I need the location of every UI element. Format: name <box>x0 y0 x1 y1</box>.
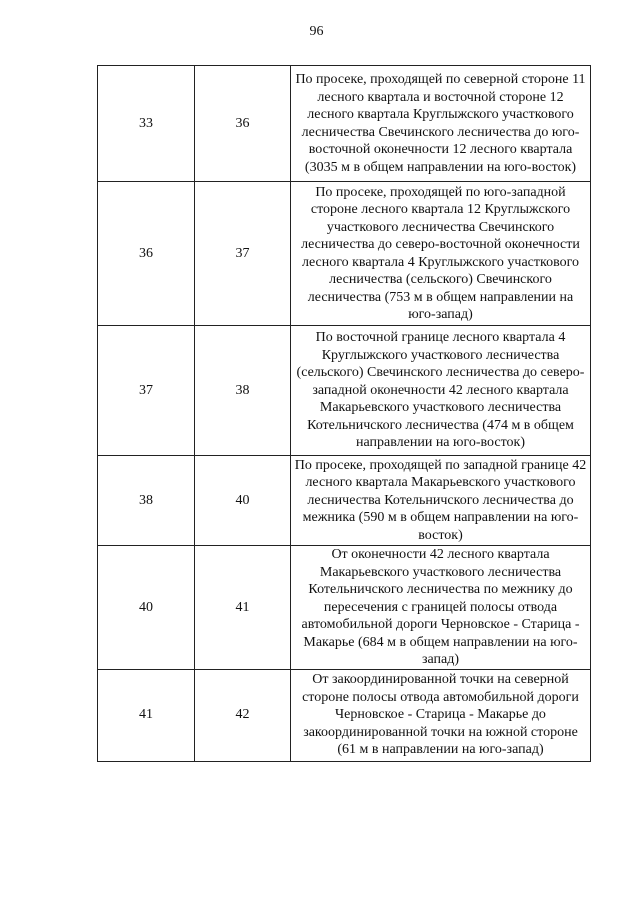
boundary-description-text: От оконечности 42 лесного квартала Макарьевского участкового лесничества Котельничского лесничества по межнику до пересечения с границей полосы отвода автомобильной дороги Черновское - Старица - Макарье (684 м в общем направлении на юго-запад) <box>301 547 580 667</box>
boundary-description-cell <box>291 326 591 456</box>
boundary-description-text: От закоординированной точки на северной стороне полосы отвода автомобильной дороги Черновское - Старица - Макарье до закоординированной точки на южной стороне (61 м в направлении на юго-запад) <box>302 672 579 758</box>
boundary-description-cell <box>291 669 591 761</box>
boundary-description-text: По восточной границе лесного квартала 4 Круглыжского участкового лесничества (сельского) Свечинского лесничества до северо-западной оконечности 42 лесного квартала Макарьевского участкового лесничества Котельничского лесничества (474 м в общем направлении на юго-восток) <box>296 330 585 451</box>
from-point-cell: 36 <box>98 182 195 326</box>
page-number: 96 <box>309 24 324 39</box>
table-row <box>98 66 591 182</box>
to-point-cell: 42 <box>195 669 291 761</box>
table-row <box>98 182 591 326</box>
from-point-cell: 40 <box>98 546 195 670</box>
from-point-cell: 38 <box>98 456 195 546</box>
to-point-cell: 40 <box>195 456 291 546</box>
boundary-description-cell <box>291 66 591 182</box>
table-row <box>98 546 591 670</box>
from-point-cell: 41 <box>98 669 195 761</box>
boundary-description-table <box>97 65 591 762</box>
boundary-description-cell <box>291 182 591 326</box>
to-point-cell: 36 <box>195 66 291 182</box>
table-row <box>98 456 591 546</box>
from-point-cell: 33 <box>98 66 195 182</box>
boundary-description-cell <box>291 456 591 546</box>
boundary-description-text: По просеке, проходящей по юго-западной стороне лесного квартала 12 Круглыжского участкового лесничества Свечинского лесничества до северо-восточной оконечности лесного квартала 4 Круглыжского участкового лесничества (сельского) Свечинского лесничества (753 м в общем направлении на юго-запад) <box>301 184 580 322</box>
boundary-description-cell <box>291 546 591 670</box>
boundary-description-text: По просеке, проходящей по западной границе 42 лесного квартала Макарьевского участкового лесничества Котельничского лесничества до межника (590 м в общем направлении на юго-восток) <box>294 457 587 543</box>
boundary-description-text: По просеке, проходящей по северной стороне 11 лесного квартала и восточной стороне 12 лесного квартала Круглыжского участкового лесничества Свечинского лесничества до юго-восточной оконечности 12 лесного квартала (3035 м в общем направлении на юго-восток) <box>295 72 586 175</box>
to-point-cell: 37 <box>195 182 291 326</box>
table-row <box>98 669 591 761</box>
from-point-cell: 37 <box>98 326 195 456</box>
table-row <box>98 326 591 456</box>
to-point-cell: 38 <box>195 326 291 456</box>
to-point-cell: 41 <box>195 546 291 670</box>
